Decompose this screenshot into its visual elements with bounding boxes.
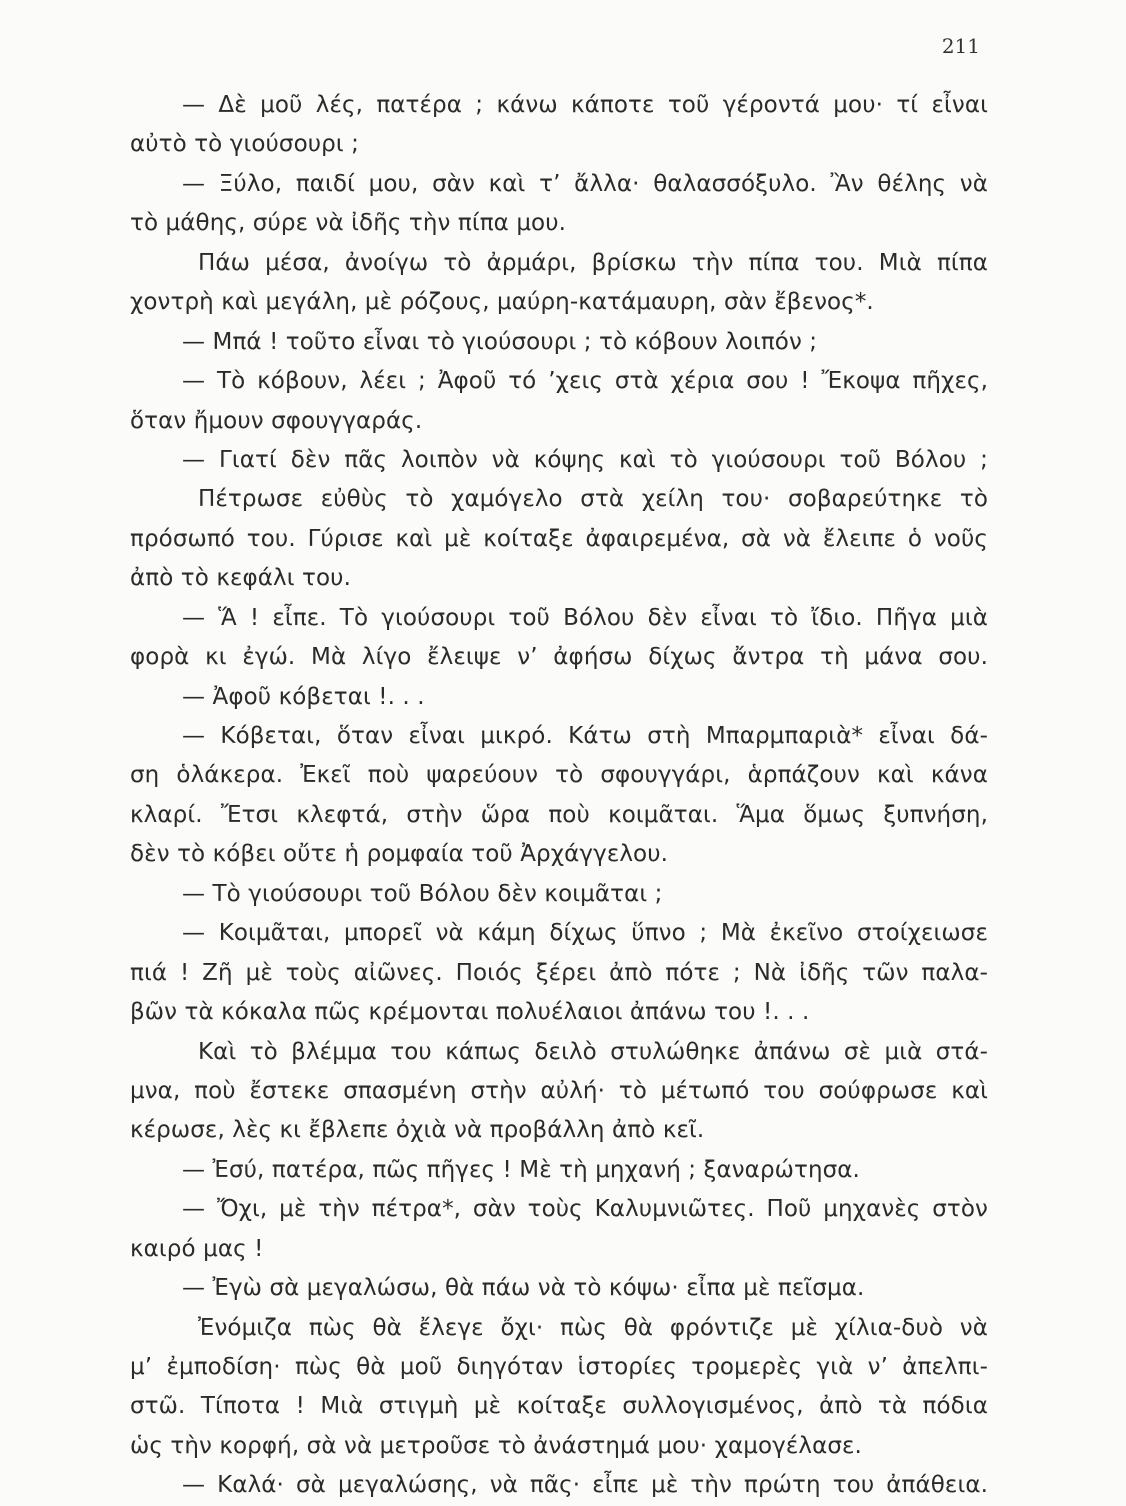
text-line: κέρωσε, λὲς κι ἔβλεπε ὀχιὰ νὰ προβάλλη ἀπὸ κεῖ. [130, 1117, 705, 1144]
text-line: δὲν τὸ κόβει οὔτε ἡ ρομφαία τοῦ Ἀρχάγγελου. [130, 841, 669, 868]
text-line: — Δὲ μοῦ λές, πατέρα ; κάνω κάποτε τοῦ γέροντά μου· τί εἶναι [182, 92, 988, 118]
text-line: — Καλά· σὰ μεγαλώσης, νὰ πᾶς· εἶπε μὲ τὴν πρώτη του ἀπάθεια. [182, 1472, 988, 1499]
text-line: ὡς τὴν κορφή, σὰ νὰ μετροῦσε τὸ ἀνάστημά μου· χαμογέλασε. [130, 1432, 862, 1459]
text-line: ση ὁλάκερα. Ἐκεῖ ποὺ ψαρεύουν τὸ σφουγγάρι, ἁρπάζουν καὶ κάνα [130, 762, 988, 789]
text-line: — Ἀφοῦ κόβεται !. . . [182, 683, 425, 710]
text-line: — Ἐσύ, πατέρα, πῶς πῆγες ! Μὲ τὴ μηχανή ; ξαναρώτησα. [182, 1156, 860, 1183]
text-line: — Μπά ! τοῦτο εἶναι τὸ γιούσουρι ; τὸ κόβουν λοιπόν ; [182, 328, 818, 355]
text-line: Καὶ τὸ βλέμμα του κάπως δειλὸ στυλώθηκε ἀπάνω σὲ μιὰ στά- [198, 1038, 988, 1065]
text-line: μ’ ἐμποδίση· πὼς θὰ μοῦ διηγόταν ἱστορίες τρομερὲς γιὰ ν’ ἀπελπι- [130, 1354, 988, 1380]
text-line: Πέτρωσε εὐθὺς τὸ χαμόγελο στὰ χείλη του· σοβαρεύτηκε τὸ [198, 486, 988, 513]
text-line: — Κόβεται, ὅταν εἶναι μικρό. Κάτω στὴ Μπαρμπαριὰ* εἶναι δά- [182, 723, 988, 749]
text-line: — Ἅ ! εἶπε. Τὸ γιούσουρι τοῦ Βόλου δὲν εἶναι τὸ ἴδιο. Πῆγα μιὰ [182, 604, 988, 631]
text-line: χοντρὴ καὶ μεγάλη, μὲ ρόζους, μαύρη-κατάμαυρη, σὰν ἔβενος*. [130, 289, 874, 316]
page-number: 211 [941, 34, 980, 58]
text-line: — Τὸ γιούσουρι τοῦ Βόλου δὲν κοιμᾶται ; [182, 880, 663, 907]
text-line: κλαρί. Ἔτσι κλεφτά, στὴν ὥρα ποὺ κοιμᾶται. Ἅμα ὅμως ξυπνήση, [130, 801, 988, 828]
text-line: Πάω μέσα, ἀνοίγω τὸ ἀρμάρι, βρίσκω τὴν πίπα του. Μιὰ πίπα [198, 249, 988, 276]
text-line: — Κοιμᾶται, μπορεῖ νὰ κάμη δίχως ὕπνο ; Μὰ ἐκεῖνο στοίχειωσε [182, 920, 988, 947]
text-line: — Ὄχι, μὲ τὴν πέτρα*, σὰν τοὺς Καλυμνιῶτες. Ποῦ μηχανὲς στὸν [182, 1196, 988, 1223]
text-line: στῶ. Τίποτα ! Μιὰ στιγμὴ μὲ κοίταξε συλλογισμένος, ἀπὸ τὰ πόδια [130, 1393, 988, 1420]
text-line: — Τὸ κόβουν, λέει ; Ἀφοῦ τό ’χεις στὰ χέρια σου ! Ἔκοψα πῆχες, [182, 368, 988, 395]
text-line: — Ἐγὼ σὰ μεγαλώσω, θὰ πάω νὰ τὸ κόψω· εἶπα μὲ πεῖσμα. [182, 1275, 865, 1302]
text-line: Ἐνόμιζα πὼς θὰ ἔλεγε ὄχι· πὼς θὰ φρόντιζε μὲ χίλια-δυὸ νὰ [198, 1314, 988, 1341]
text-line: καιρό μας ! [130, 1235, 264, 1262]
text-line: ὅταν ἤμουν σφουγγαράς. [130, 407, 423, 434]
text-line: μνα, ποὺ ἔστεκε σπασμένη στὴν αὐλή· τὸ μέτωπό του σούφρωσε καὶ [130, 1077, 988, 1104]
text-line: — Γιατί δὲν πᾶς λοιπὸν νὰ κόψης καὶ τὸ γιούσουρι τοῦ Βόλου ; [182, 446, 988, 473]
text-line: φορὰ κι ἐγώ. Μὰ λίγο ἔλειψε ν’ ἀφήσω δίχως ἄντρα τὴ μάνα σου. [130, 644, 988, 671]
text-line: ἀπὸ τὸ κεφάλι του. [130, 565, 351, 592]
text-line: αὐτὸ τὸ γιούσουρι ; [130, 131, 360, 158]
text-line: τὸ μάθης, σύρε νὰ ἰδῆς τὴν πίπα μου. [130, 210, 567, 237]
body-text [130, 86, 988, 1506]
text-line: πιά ! Ζῆ μὲ τοὺς αἰῶνες. Ποιός ξέρει ἀπὸ πότε ; Νὰ ἰδῆς τῶν παλα- [130, 959, 988, 986]
text-line: βῶν τὰ κόκαλα πῶς κρέμονται πολυέλαιοι ἀπάνω του !. . . [130, 999, 810, 1026]
text-line: — Ξύλο, παιδί μου, σὰν καὶ τ’ ἄλλα· θαλασσόξυλο. Ἂν θέλης νὰ [182, 170, 988, 197]
text-line: πρόσωπό του. Γύρισε καὶ μὲ κοίταξε ἀφαιρεμένα, σὰ νὰ ἔλειπε ὁ νοῦς [130, 525, 988, 552]
